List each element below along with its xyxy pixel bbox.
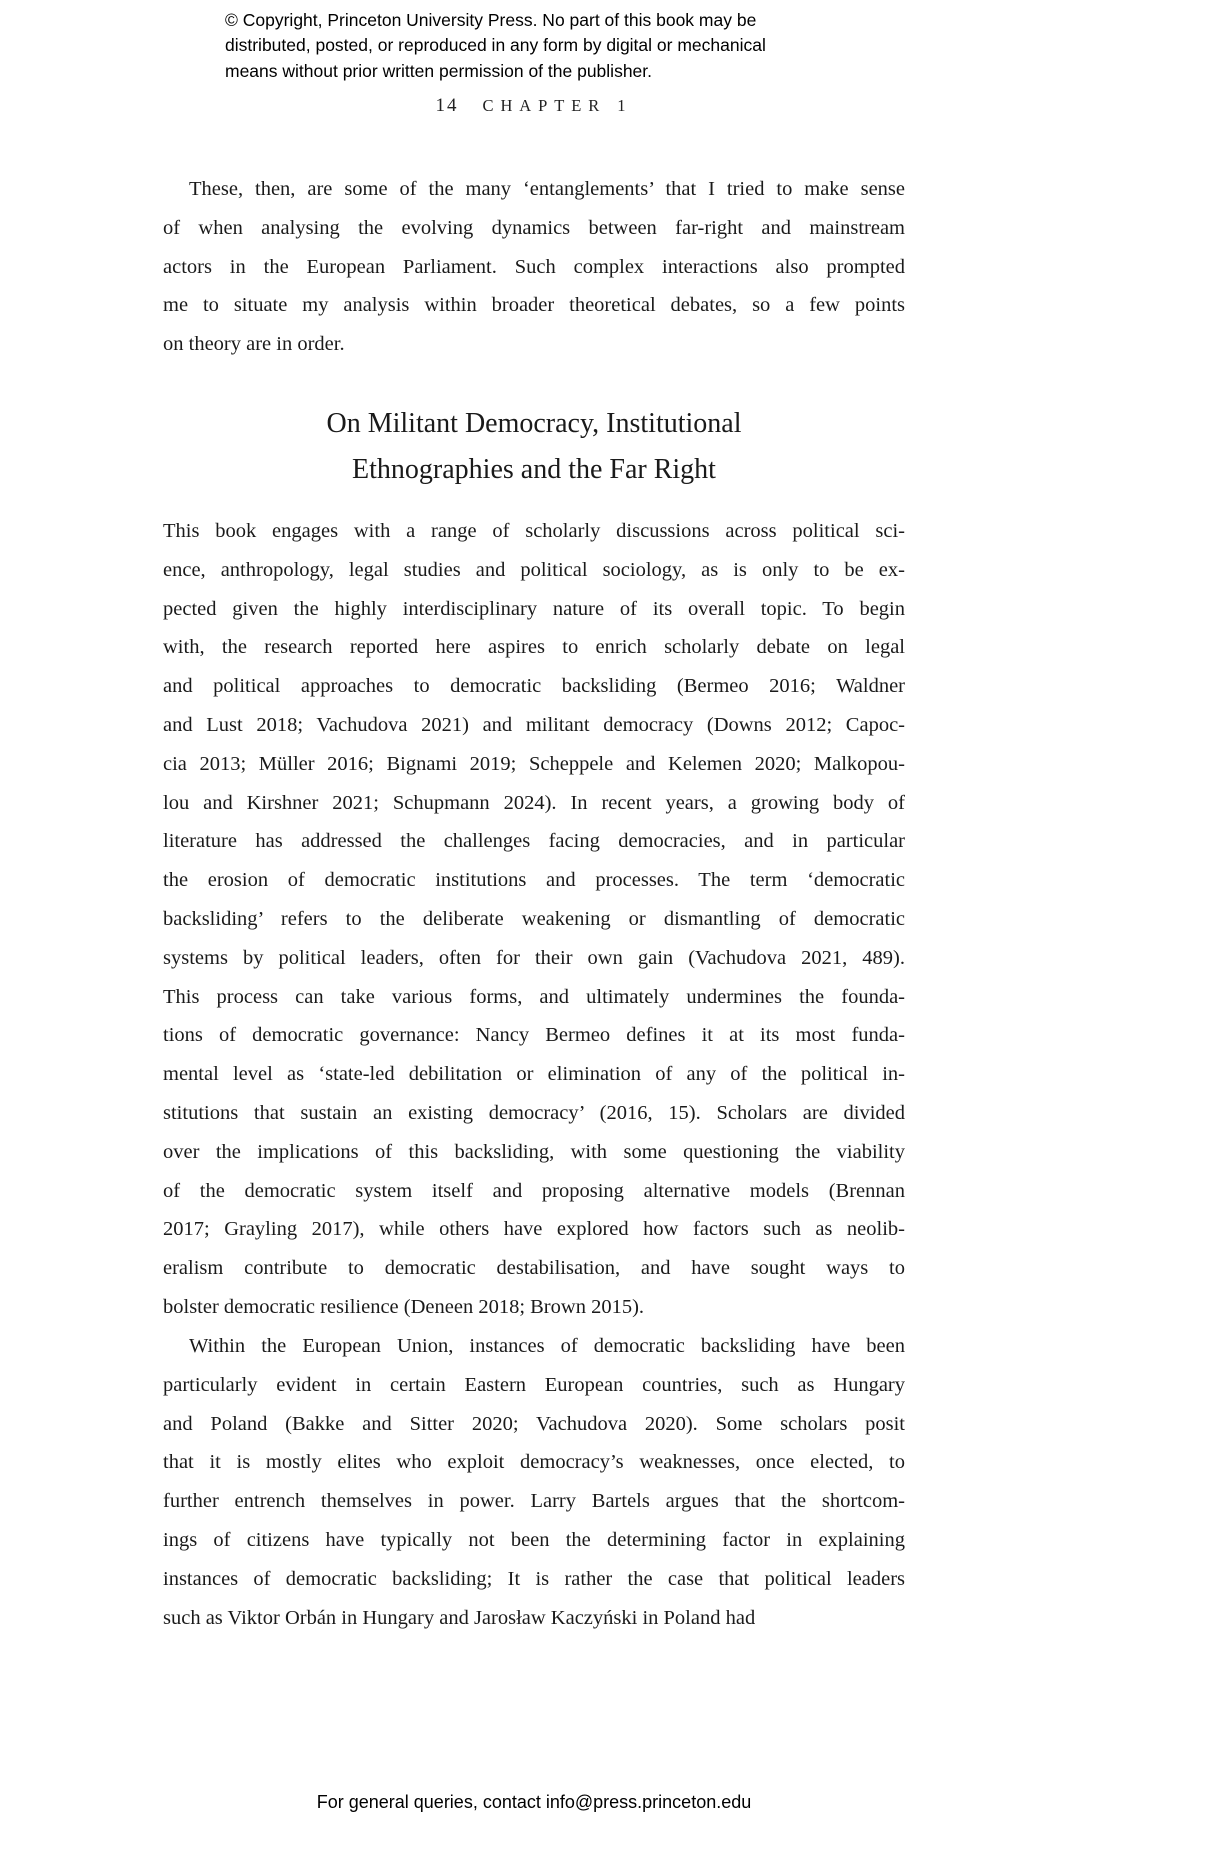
- text-line: that it is mostly elites who exploit democracy’s weaknesses, once elected, to: [163, 1451, 905, 1474]
- text-line: stitutions that sustain an existing democracy’ (2016, 15). Scholars are divided: [163, 1101, 905, 1124]
- text-line: mental level as ‘state-led debilitation or elimination of any of the political in-: [163, 1063, 905, 1086]
- text-line: on theory are in order.: [163, 333, 345, 356]
- text-line: ings of citizens have typically not been the determining factor in explaining: [163, 1528, 905, 1551]
- text-line: further entrench themselves in power. Larry Bartels argues that the shortcom-: [163, 1490, 905, 1513]
- text-line: cia 2013; Müller 2016; Bignami 2019; Scheppele and Kelemen 2020; Malkopou-: [163, 752, 905, 775]
- text-line: of when analysing the evolving dynamics between far-right and mainstream: [163, 216, 905, 239]
- text-line: These, then, are some of the many ‘entanglements’ that I tried to make sense: [189, 178, 905, 200]
- text-line: and political approaches to democratic backsliding (Bermeo 2016; Waldner: [163, 675, 905, 698]
- text-line: bolster democratic resilience (Deneen 2018; Brown 2015).: [163, 1295, 645, 1318]
- body-paragraph: [163, 512, 905, 1327]
- text-line: distributed, posted, or reproduced in any form by digital or mechanical: [225, 35, 766, 56]
- text-line: This book engages with a range of scholarly discussions across political sci-: [163, 520, 905, 542]
- page-number: 14: [435, 95, 459, 116]
- text-line: eralism contribute to democratic destabilisation, and have sought ways to: [163, 1257, 905, 1280]
- text-line: © Copyright, Princeton University Press. No part of this book may be: [225, 10, 757, 30]
- closing-paragraph: [163, 1327, 905, 1637]
- footer-contact: For general queries, contact info@press.princeton.edu: [316, 1792, 752, 1812]
- text-line: backsliding’ refers to the deliberate weakening or dismantling of democratic: [163, 907, 905, 930]
- text-line: with, the research reported here aspires to enrich scholarly debate on legal: [163, 636, 905, 659]
- section-heading: [163, 401, 905, 493]
- text-line: tions of democratic governance: Nancy Bermeo defines it at its most funda-: [163, 1024, 905, 1047]
- chapter-label: CHAPTER 1: [482, 96, 633, 115]
- text-line: This process can take various forms, and ultimately undermines the founda-: [163, 985, 905, 1008]
- text-line: systems by political leaders, often for their own gain (Vachudova 2021, 489).: [163, 946, 905, 969]
- text-line: On Militant Democracy, Institutional: [326, 408, 742, 439]
- text-line: actors in the European Parliament. Such complex interactions also prompted: [163, 255, 905, 278]
- text-line: and Poland (Bakke and Sitter 2020; Vachudova 2020). Some scholars posit: [163, 1412, 905, 1435]
- text-line: ence, anthropology, legal studies and political sociology, as is only to be ex-: [163, 558, 905, 581]
- text-line: literature has addressed the challenges facing democracies, and in particular: [163, 830, 905, 853]
- text-line: such as Viktor Orbán in Hungary and Jarosław Kaczyński in Poland had: [163, 1606, 756, 1629]
- text-line: Ethnographies and the Far Right: [352, 454, 716, 485]
- text-line: pected given the highly interdisciplinary nature of its overall topic. To begin: [163, 597, 905, 620]
- running-head: [163, 95, 905, 117]
- text-line: means without prior written permission of the publisher.: [225, 60, 653, 81]
- text-line: and Lust 2018; Vachudova 2021) and militant democracy (Downs 2012; Capoc-: [163, 713, 905, 736]
- text-line: me to situate my analysis within broader theoretical debates, so a few points: [163, 294, 905, 317]
- text-line: the erosion of democratic institutions and processes. The term ‘democratic: [163, 869, 905, 892]
- text-line: lou and Kirshner 2021; Schupmann 2024). In recent years, a growing body of: [163, 791, 905, 814]
- text-line: of the democratic system itself and proposing alternative models (Brennan: [163, 1179, 905, 1202]
- text-line: over the implications of this backsliding, with some questioning the viability: [163, 1140, 905, 1163]
- text-line: particularly evident in certain Eastern European countries, such as Hungary: [163, 1373, 905, 1396]
- copyright-notice: [225, 8, 865, 84]
- intro-paragraph: [163, 170, 905, 364]
- text-line: 2017; Grayling 2017), while others have explored how factors such as neolib-: [163, 1218, 905, 1241]
- text-line: Within the European Union, instances of democratic backsliding have been: [189, 1335, 905, 1357]
- text-line: instances of democratic backsliding; It is rather the case that political leaders: [163, 1567, 905, 1590]
